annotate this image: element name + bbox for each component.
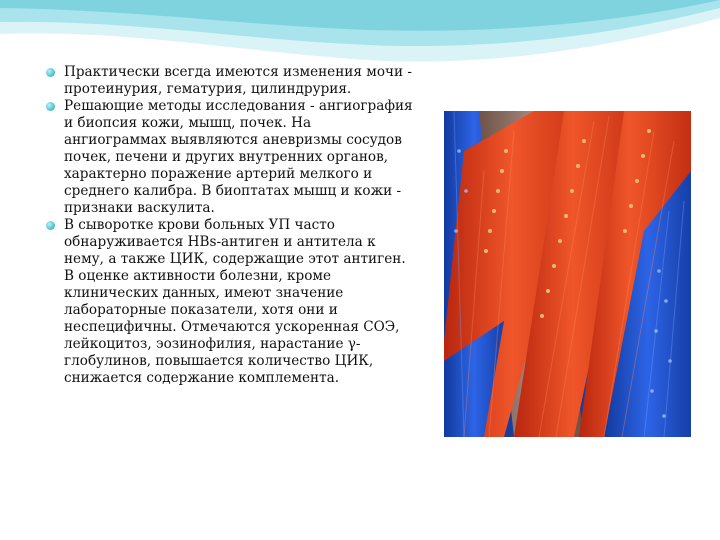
bullet-text: В сыворотке крови больных УП часто обнаруживается HBs-антиген и антитела к нему, а также ЦИК, содержащие этот антиген. — [64, 217, 406, 267]
paragraph-text: В оценке активности болезни, кроме клинических данных, имеют значение лабораторные показатели, хотя они и неспецифичны. Отмечаются ускоренная СОЭ, лейкоцитоз, эозинофилия, нарастание γ-глобулинов, повышается количество ЦИК, снижается содержание комплемента. — [64, 268, 400, 386]
micrograph-image — [444, 111, 691, 437]
bullet-text: Решающие методы исследования - ангиография и биопсия кожи, мышц, почек. На ангиограммах выявляются аневризмы сосудов почек, печени и других внутренних органов, характерно поражение артерий мелкого и среднего калибра. В биоптатах мышц и кожи - признаки васкулита. — [64, 98, 413, 216]
slide-text-block — [44, 64, 414, 387]
bullet-item — [44, 64, 414, 98]
bullet-text: Практически всегда имеются изменения мочи - протеинурия, гематурия, цилиндрурия. — [64, 64, 412, 97]
bullet-item — [44, 217, 414, 268]
bullet-icon — [46, 221, 55, 230]
header-wave-decoration — [0, 0, 720, 70]
bullet-item — [44, 98, 414, 217]
bullet-icon — [46, 68, 55, 77]
bullet-icon — [46, 102, 55, 111]
